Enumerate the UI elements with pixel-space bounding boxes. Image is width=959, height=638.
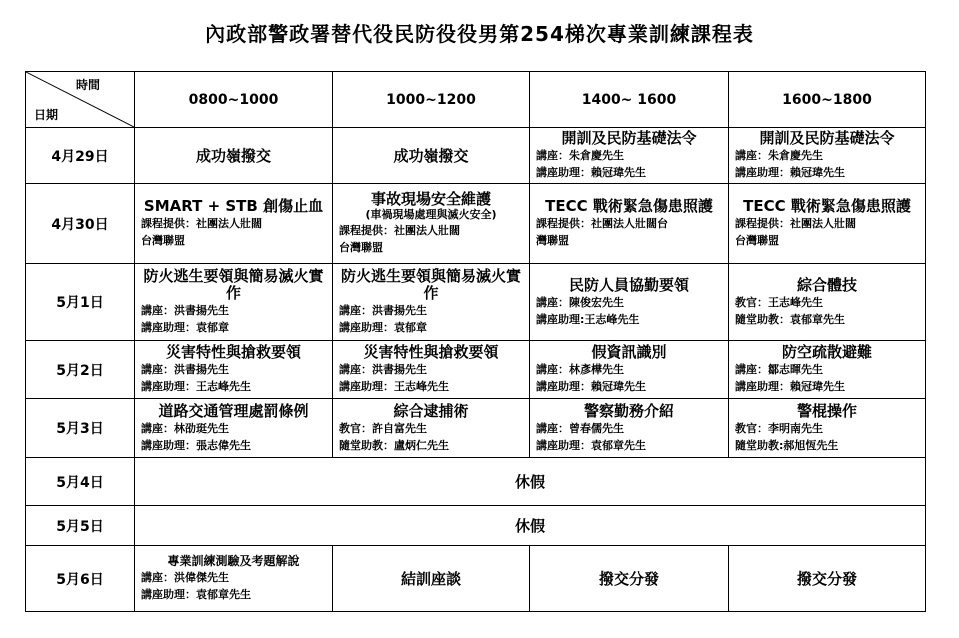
time-slot-header: 1000~1200 — [333, 72, 530, 128]
course-detail: 隨堂助教：袁郁章先生 — [735, 312, 845, 326]
course-detail: 講座：洪書揚先生 — [339, 363, 427, 376]
course-title: 撥交分發 — [598, 570, 659, 588]
course-title: 開訓及民防基礎法令 — [561, 129, 697, 147]
course-cell — [135, 341, 333, 399]
course-cell — [729, 264, 926, 341]
course-cell — [729, 341, 926, 399]
course-detail: 講座：曾春儒先生 — [536, 421, 624, 435]
course-title: 成功嶺撥交 — [195, 147, 271, 165]
course-cell — [729, 399, 926, 458]
course-cell — [530, 128, 729, 184]
schedule-row — [26, 546, 926, 612]
course-detail: 教官：許自富先生 — [339, 421, 427, 435]
course-detail: 講座助理：袁郁章 — [339, 321, 427, 334]
course-cell — [333, 264, 530, 341]
course-detail: 講座：洪書揚先生 — [339, 304, 427, 317]
course-detail: 講座助理：賴冠瑋先生 — [735, 166, 845, 179]
course-detail: 講座：朱倉慶先生 — [536, 149, 624, 162]
course-cell — [530, 264, 729, 341]
header-row — [26, 72, 926, 128]
date-cell: 5月2日 — [26, 341, 135, 399]
course-title: 道路交通管理處罰條例 — [158, 401, 309, 420]
time-slot-header: 0800~1000 — [135, 72, 333, 128]
course-cell — [530, 341, 729, 399]
course-detail: 台灣聯盟 — [141, 234, 185, 247]
course-detail: 課程提供：社團法人壯闊 — [735, 217, 856, 230]
course-cell — [729, 128, 926, 184]
course-subtitle: (車禍現場處理與滅火安全) — [365, 208, 497, 221]
course-title: TECC 戰術緊急傷患照護 — [743, 197, 911, 215]
course-detail: 教官：李明南先生 — [735, 421, 823, 435]
schedule-row — [26, 264, 926, 341]
course-title: 災害特性與搶救要領 — [363, 343, 499, 361]
schedule-row — [26, 458, 926, 506]
course-detail: 講座助理：袁郁章先生 — [141, 588, 251, 601]
course-title: 民防人員協勤要領 — [568, 275, 689, 294]
course-cell — [135, 264, 333, 341]
date-cell: 4月29日 — [26, 128, 135, 184]
holiday-cell: 休假 — [135, 506, 926, 546]
course-detail: 講座助理：賴冠瑋先生 — [536, 166, 646, 179]
course-detail: 講座助理：賴冠瑋先生 — [536, 380, 646, 393]
course-title: 警棍操作 — [796, 401, 857, 420]
schedule-row — [26, 184, 926, 264]
course-detail: 課程提供：社團法人壯闊台 — [536, 217, 668, 230]
corner-date-label: 日期 — [34, 108, 59, 122]
date-cell: 5月4日 — [26, 458, 135, 506]
course-cell — [729, 184, 926, 264]
course-detail: 隨堂助教:郝旭恆先生 — [735, 438, 839, 452]
course-detail: 講座：洪偉傑先生 — [141, 571, 229, 584]
course-detail: 講座：陳俊宏先生 — [536, 295, 624, 309]
date-cell: 5月1日 — [26, 264, 135, 341]
course-detail: 課程提供：社團法人壯闊 — [141, 217, 262, 230]
course-cell — [530, 399, 729, 458]
course-detail: 隨堂助教：盧炳仁先生 — [339, 438, 449, 452]
schedule-row — [26, 399, 926, 458]
course-detail: 講座助理:王志峰先生 — [536, 312, 640, 326]
course-detail: 講座助理：張志偉先生 — [141, 438, 251, 452]
course-detail: 講座：林彥樺先生 — [536, 363, 624, 376]
course-detail: 講座助理：袁郁章先生 — [536, 438, 646, 452]
course-detail: 講座：朱倉慶先生 — [735, 149, 823, 162]
course-title: 撥交分發 — [796, 570, 857, 588]
course-title: 防空疏散避難 — [781, 343, 872, 361]
course-cell — [135, 546, 333, 612]
schedule-row — [26, 128, 926, 184]
course-cell — [530, 184, 729, 264]
course-detail: 台灣聯盟 — [339, 241, 383, 254]
date-cell: 5月3日 — [26, 399, 135, 458]
holiday-cell: 休假 — [135, 458, 926, 506]
corner-cell — [26, 72, 135, 128]
course-title: 綜合體技 — [796, 275, 857, 294]
course-title: 開訓及民防基礎法令 — [759, 129, 895, 147]
course-cell — [135, 399, 333, 458]
schedule-table — [25, 71, 926, 612]
course-title: 防火逃生要領與簡易滅火實作 — [340, 267, 521, 302]
course-detail: 灣聯盟 — [536, 234, 569, 247]
course-title: 成功嶺撥交 — [393, 147, 469, 165]
schedule-row — [26, 341, 926, 399]
course-title: 假資訊識別 — [591, 343, 667, 361]
course-detail: 台灣聯盟 — [735, 234, 779, 247]
course-cell — [333, 184, 530, 264]
course-cell — [729, 546, 926, 612]
course-cell — [333, 341, 530, 399]
date-cell: 4月30日 — [26, 184, 135, 264]
course-detail: 講座：洪書揚先生 — [141, 304, 229, 317]
course-title: 事故現場安全維護 — [370, 190, 491, 208]
course-title: 災害特性與搶救要領 — [165, 343, 301, 361]
page-title: 內政部警政署替代役民防役役男第254梯次專業訓練課程表 — [205, 22, 754, 46]
course-detail: 講座助理：賴冠瑋先生 — [735, 380, 845, 393]
time-slot-header: 1400~ 1600 — [530, 72, 729, 128]
course-cell — [530, 546, 729, 612]
course-title: 專業訓練測驗及考題解說 — [167, 554, 300, 568]
course-title: SMART + STB 創傷止血 — [143, 197, 324, 215]
course-detail: 講座：林劭珽先生 — [141, 421, 229, 435]
course-cell — [333, 546, 530, 612]
course-detail: 講座：洪書揚先生 — [141, 363, 229, 376]
course-detail: 課程提供：社團法人壯闊 — [339, 224, 460, 237]
date-cell: 5月6日 — [26, 546, 135, 612]
course-title: 警察勤務介紹 — [583, 401, 674, 420]
course-cell — [135, 128, 333, 184]
course-title: 防火逃生要領與簡易滅火實作 — [143, 267, 324, 302]
course-cell — [333, 128, 530, 184]
time-slot-header: 1600~1800 — [729, 72, 926, 128]
corner-time-label: 時間 — [75, 78, 100, 92]
course-detail: 講座：鄒志暉先生 — [735, 363, 823, 376]
course-cell — [333, 399, 530, 458]
course-detail: 教官：王志峰先生 — [735, 295, 823, 309]
course-title: TECC 戰術緊急傷患照護 — [545, 197, 713, 215]
course-title: 結訓座談 — [400, 570, 461, 588]
course-detail: 講座助理：王志峰先生 — [141, 380, 251, 393]
schedule-row — [26, 506, 926, 546]
course-cell — [135, 184, 333, 264]
course-title: 綜合逮捕術 — [393, 401, 469, 420]
course-detail: 講座助理：王志峰先生 — [339, 380, 449, 393]
date-cell: 5月5日 — [26, 506, 135, 546]
course-detail: 講座助理：袁郁章 — [141, 321, 229, 334]
